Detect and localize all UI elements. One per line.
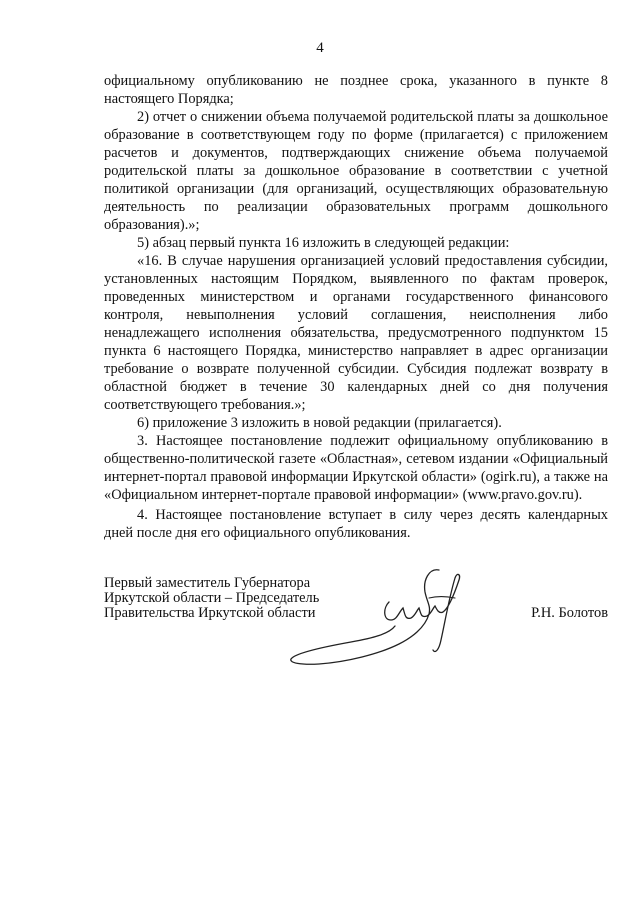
signatory-title-line: Правительства Иркутской области (104, 605, 316, 621)
paragraph-item-6: 6) приложение 3 изложить в новой редакции (прилагается). (137, 415, 502, 431)
signatory-title-line: Первый заместитель Губернатора (104, 575, 311, 591)
signatory-name: Р.Н. Болотов (531, 605, 608, 621)
signature-block (104, 572, 608, 692)
signatory-title-line: Иркутской области – Председатель (104, 590, 320, 606)
paragraph-point-4-effective: 4. Настоящее постановление вступает в силу через десять календарных дней после дня его официального опубликования. (104, 507, 608, 541)
page-number: 4 (316, 40, 324, 56)
paragraph-point-16: «16. В случае нарушения организацией условий предоставления субсидии, установленных настоящим Порядком, выявленного по фактам проверок, проведенных министерством и органами государственного финансового контроля, невыполнения условий соглашения, неисполнения либо ненадлежащего исполнения обязательства, предусмотренного подпунктом 15 пункта 6 настоящего Порядка, министерство направляет в адрес организации требование о возврате полученной субсидии. Субсидия подлежат возврату в областной бюджет в течение 30 календарных дней со дня получения соответствующего требования.»; (104, 253, 608, 413)
paragraph-continuation: официальному опубликованию не позднее срока, указанного в пункте 8 настоящего Порядка; (104, 73, 608, 107)
handwritten-signature (279, 562, 489, 682)
document-body (104, 72, 608, 542)
paragraph-item-5: 5) абзац первый пункта 16 изложить в следующей редакции: (137, 235, 510, 251)
paragraph-point-3-publication: 3. Настоящее постановление подлежит официальному опубликованию в общественно-политической газете «Областная», сетевом издании «Официальный интернет-портал правовой информации Иркутской области» (ogirk.ru), а также на «Официальном интернет-портале правовой информации» (www.pravo.gov.ru). (104, 433, 608, 503)
paragraph-item-2-report: 2) отчет о снижении объема получаемой родительской платы за дошкольное образование в соответствующем году по форме (прилагается) с приложением расчетов и документов, подтверждающих снижение объема получаемой родительской платы за дошкольное образование в соответствии с учетной политикой организации (для организаций, осуществляющих образовательную деятельность по реализации образовательных программ дошкольного образования).»; (104, 109, 608, 233)
